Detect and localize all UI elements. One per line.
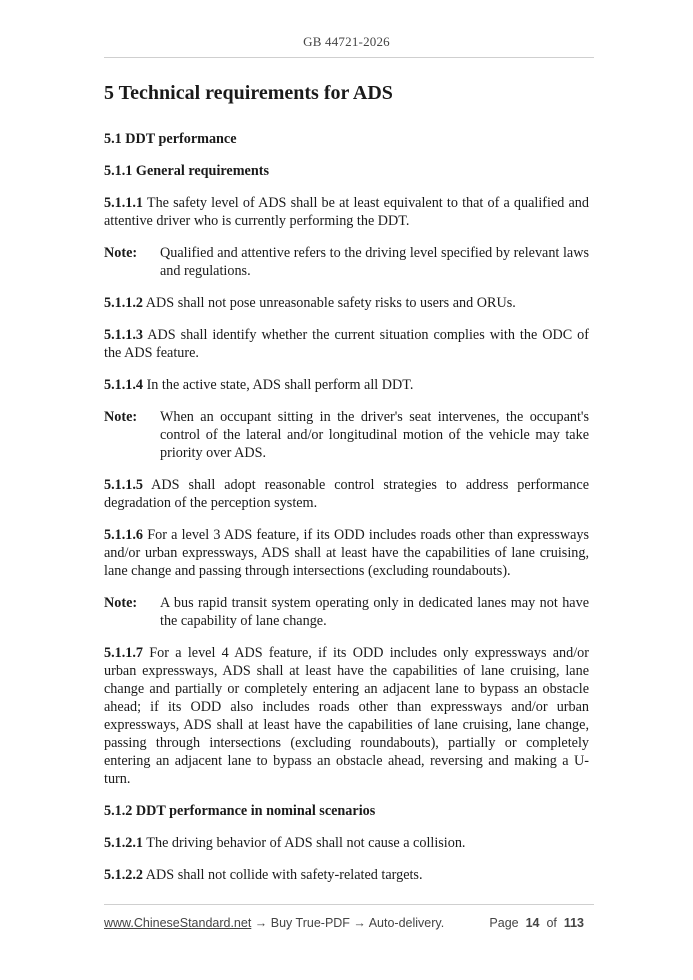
note-text: Qualified and attentive refers to the driving level specified by relevant laws and regulations.: [160, 245, 589, 279]
footer-promo-text: → Buy True-PDF → Auto-delivery.: [251, 916, 445, 930]
document-body: [104, 80, 589, 898]
clause-text: ADS shall adopt reasonable control strategies to address performance degradation of the perception system.: [104, 477, 589, 511]
clause-number: 5.1.2.2: [104, 867, 144, 883]
current-page-number: 14: [525, 916, 540, 930]
total-page-count: 113: [563, 916, 584, 930]
clause-number: 5.1.1.2: [104, 295, 144, 311]
clause-text: For a level 4 ADS feature, if its ODD includes only expressways and/or urban expressways, ADS shall at least have the capabilities of lane cruising, lane change and partially or completely entering an adjacent lane to bypass an obstacle ahead; if its ODD also includes roads other than expressways and/or urban expressways, ADS shall at least have the capabilities of lane cruising, lane change, passing through intersections (excluding roundabouts), partially or completely entering an adjacent lane to bypass an obstacle ahead, reversing and making a U-turn.: [104, 645, 589, 787]
document-header: GB 44721-2026: [303, 34, 390, 49]
clause-text: In the active state, ADS shall perform all DDT.: [143, 377, 414, 393]
clause-5-1-1-4: [104, 376, 589, 394]
clause-number: 5.1.1.6: [104, 527, 144, 543]
of-label: of: [546, 916, 557, 930]
clause-number: 5.1.2.1: [104, 835, 144, 851]
header-divider: [104, 57, 594, 58]
clause-text: ADS shall not pose unreasonable safety risks to users and ORUs.: [143, 295, 516, 311]
subsection-title-5-1-1: 5.1.1 General requirements: [104, 163, 269, 179]
footer-divider: [104, 904, 594, 905]
clause-text: The safety level of ADS shall be at least equivalent to that of a qualified and attentive driver who is currently performing the DDT.: [104, 195, 589, 229]
clause-5-1-1-2: [104, 294, 589, 312]
clause-number: 5.1.1.7: [104, 645, 144, 661]
section-title: 5 Technical requirements for ADS: [104, 82, 393, 104]
note-label: Note:: [104, 409, 138, 425]
footer-promo: [104, 916, 444, 930]
clause-5-1-1-7: [104, 644, 589, 788]
note-block: [104, 408, 589, 462]
page-label: Page: [489, 916, 519, 930]
clause-text: ADS shall not collide with safety-related targets.: [143, 867, 423, 883]
clause-5-1-1-5: [104, 476, 589, 512]
clause-5-1-1-1: [104, 194, 589, 230]
clause-text: The driving behavior of ADS shall not cause a collision.: [143, 835, 466, 851]
clause-5-1-2-2: [104, 866, 589, 884]
note-text: A bus rapid transit system operating only in dedicated lanes may not have the capability of lane change.: [160, 595, 589, 629]
clause-number: 5.1.1.3: [104, 327, 144, 343]
page-indicator: [489, 916, 584, 930]
clause-number: 5.1.1.1: [104, 195, 144, 211]
website-link[interactable]: www.ChineseStandard.net: [104, 916, 252, 930]
clause-text: ADS shall identify whether the current situation complies with the ODC of the ADS feature.: [104, 327, 589, 361]
clause-text: For a level 3 ADS feature, if its ODD includes roads other than expressways and/or urban expressways, ADS shall at least have the capabilities of lane cruising, lane change and passing through intersections (excluding roundabouts).: [104, 527, 589, 579]
note-text: When an occupant sitting in the driver's seat intervenes, the occupant's control of the lateral and/or longitudinal motion of the vehicle may take priority over ADS.: [160, 409, 589, 461]
clause-5-1-1-3: [104, 326, 589, 362]
note-block: [104, 244, 589, 280]
clause-5-1-1-6: [104, 526, 589, 580]
clause-number: 5.1.1.5: [104, 477, 144, 493]
note-label: Note:: [104, 245, 138, 261]
subsection-title-5-1-2: 5.1.2 DDT performance in nominal scenarios: [104, 803, 376, 819]
note-label: Note:: [104, 595, 138, 611]
clause-number: 5.1.1.4: [104, 377, 144, 393]
subsection-title-5-1: 5.1 DDT performance: [104, 131, 237, 147]
clause-5-1-2-1: [104, 834, 589, 852]
note-block: [104, 594, 589, 630]
